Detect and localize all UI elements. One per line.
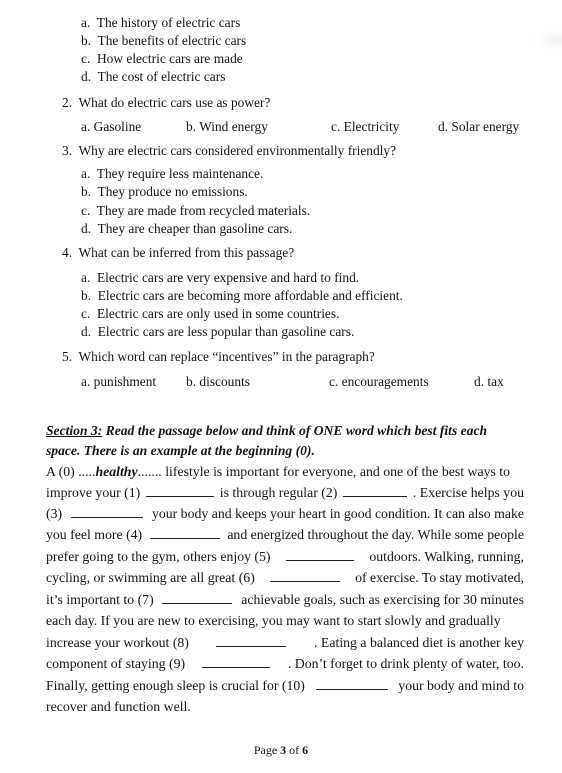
scan-shadow — [532, 30, 562, 50]
blank-5[interactable] — [286, 548, 354, 561]
passage-line-11: Finally, getting enough sleep is crucial for (10) your body and mind to — [46, 678, 524, 693]
q4-option-c: c. Electric cars are only used in some countries. — [81, 306, 340, 321]
blank-10[interactable] — [316, 677, 388, 690]
q2-option-b: b. Wind energy — [186, 119, 268, 134]
q4-option-b: b. Electric cars are becoming more affordable and efficient. — [81, 288, 403, 303]
passage-line-8: each day. If you are new to exercising, you may want to start slowly and gradually — [46, 613, 501, 628]
passage-line-10: component of staying (9) . Don’t forget to drink plenty of water, too. — [46, 656, 524, 671]
example-answer: healthy — [95, 464, 138, 479]
passage-line-4: you feel more (4) and energized throughout the day. While some people — [46, 527, 524, 542]
q1-option-b: b. The benefits of electric cars — [81, 33, 247, 48]
blank-3[interactable] — [71, 505, 143, 518]
blank-8[interactable] — [216, 634, 286, 647]
blank-7[interactable] — [162, 591, 232, 604]
q5-option-b: b. discounts — [186, 374, 250, 389]
section3-instruction-line2: space. There is an example at the beginning (0). — [46, 443, 315, 458]
q1-option-c: c. How electric cars are made — [81, 51, 243, 66]
q3-option-d: d. They are cheaper than gasoline cars. — [81, 221, 293, 236]
passage-line-3: (3) your body and keeps your heart in good condition. It can also make — [46, 506, 524, 521]
q5-option-c: c. encouragements — [329, 374, 429, 389]
section3-label: Section 3: — [46, 423, 103, 438]
q4-option-a: a. Electric cars are very expensive and hard to find. — [81, 270, 360, 285]
passage-line-9: increase your workout (8) . Eating a balanced diet is another key — [46, 635, 524, 650]
q2-option-d: d. Solar energy — [438, 119, 520, 134]
passage-line-7: it’s important to (7) achievable goals, such as exercising for 30 minutes — [46, 592, 524, 607]
q3-question: 3. Why are electric cars considered environmentally friendly? — [62, 143, 397, 158]
q1-option-a: a. The history of electric cars — [81, 15, 241, 30]
blank-4[interactable] — [150, 526, 220, 539]
passage-line-1: A (0) .....healthy....... lifestyle is important for everyone, and one of the best ways to — [46, 464, 511, 479]
passage-line-12: recover and function well. — [46, 699, 191, 714]
q5-option-a: a. punishment — [81, 374, 157, 389]
passage-line-2: improve your (1) is through regular (2) . Exercise helps you — [46, 485, 524, 500]
blank-6[interactable] — [270, 569, 340, 582]
q5-question: 5. Which word can replace “incentives” in the paragraph? — [62, 349, 375, 364]
q1-option-d: d. The cost of electric cars — [81, 69, 226, 84]
page-number: Page 3 of 6 — [253, 743, 309, 757]
q5-option-d: d. tax — [474, 374, 504, 389]
q3-option-a: a. They require less maintenance. — [81, 166, 264, 181]
q4-option-d: d. Electric cars are less popular than gasoline cars. — [81, 324, 355, 339]
blank-1[interactable] — [146, 484, 214, 497]
blank-2[interactable] — [343, 484, 407, 497]
passage-line-6: cycling, or swimming are all great (6) of exercise. To stay motivated, — [46, 570, 524, 585]
q4-question: 4. What can be inferred from this passage? — [62, 245, 295, 260]
passage-line-5: prefer going to the gym, others enjoy (5) outdoors. Walking, running, — [46, 549, 524, 564]
q3-option-b: b. They produce no emissions. — [81, 184, 248, 199]
q3-option-c: c. They are made from recycled materials. — [81, 203, 311, 218]
section3-instruction: Section 3: Read the passage below and think of ONE word which best fits each space. There is an example at the beginning (0). — [46, 421, 526, 461]
q2-option-c: c. Electricity — [331, 119, 400, 134]
q2-question: 2. What do electric cars use as power? — [62, 95, 271, 110]
blank-9[interactable] — [202, 655, 270, 668]
q2-option-a: a. Gasoline — [81, 119, 142, 134]
